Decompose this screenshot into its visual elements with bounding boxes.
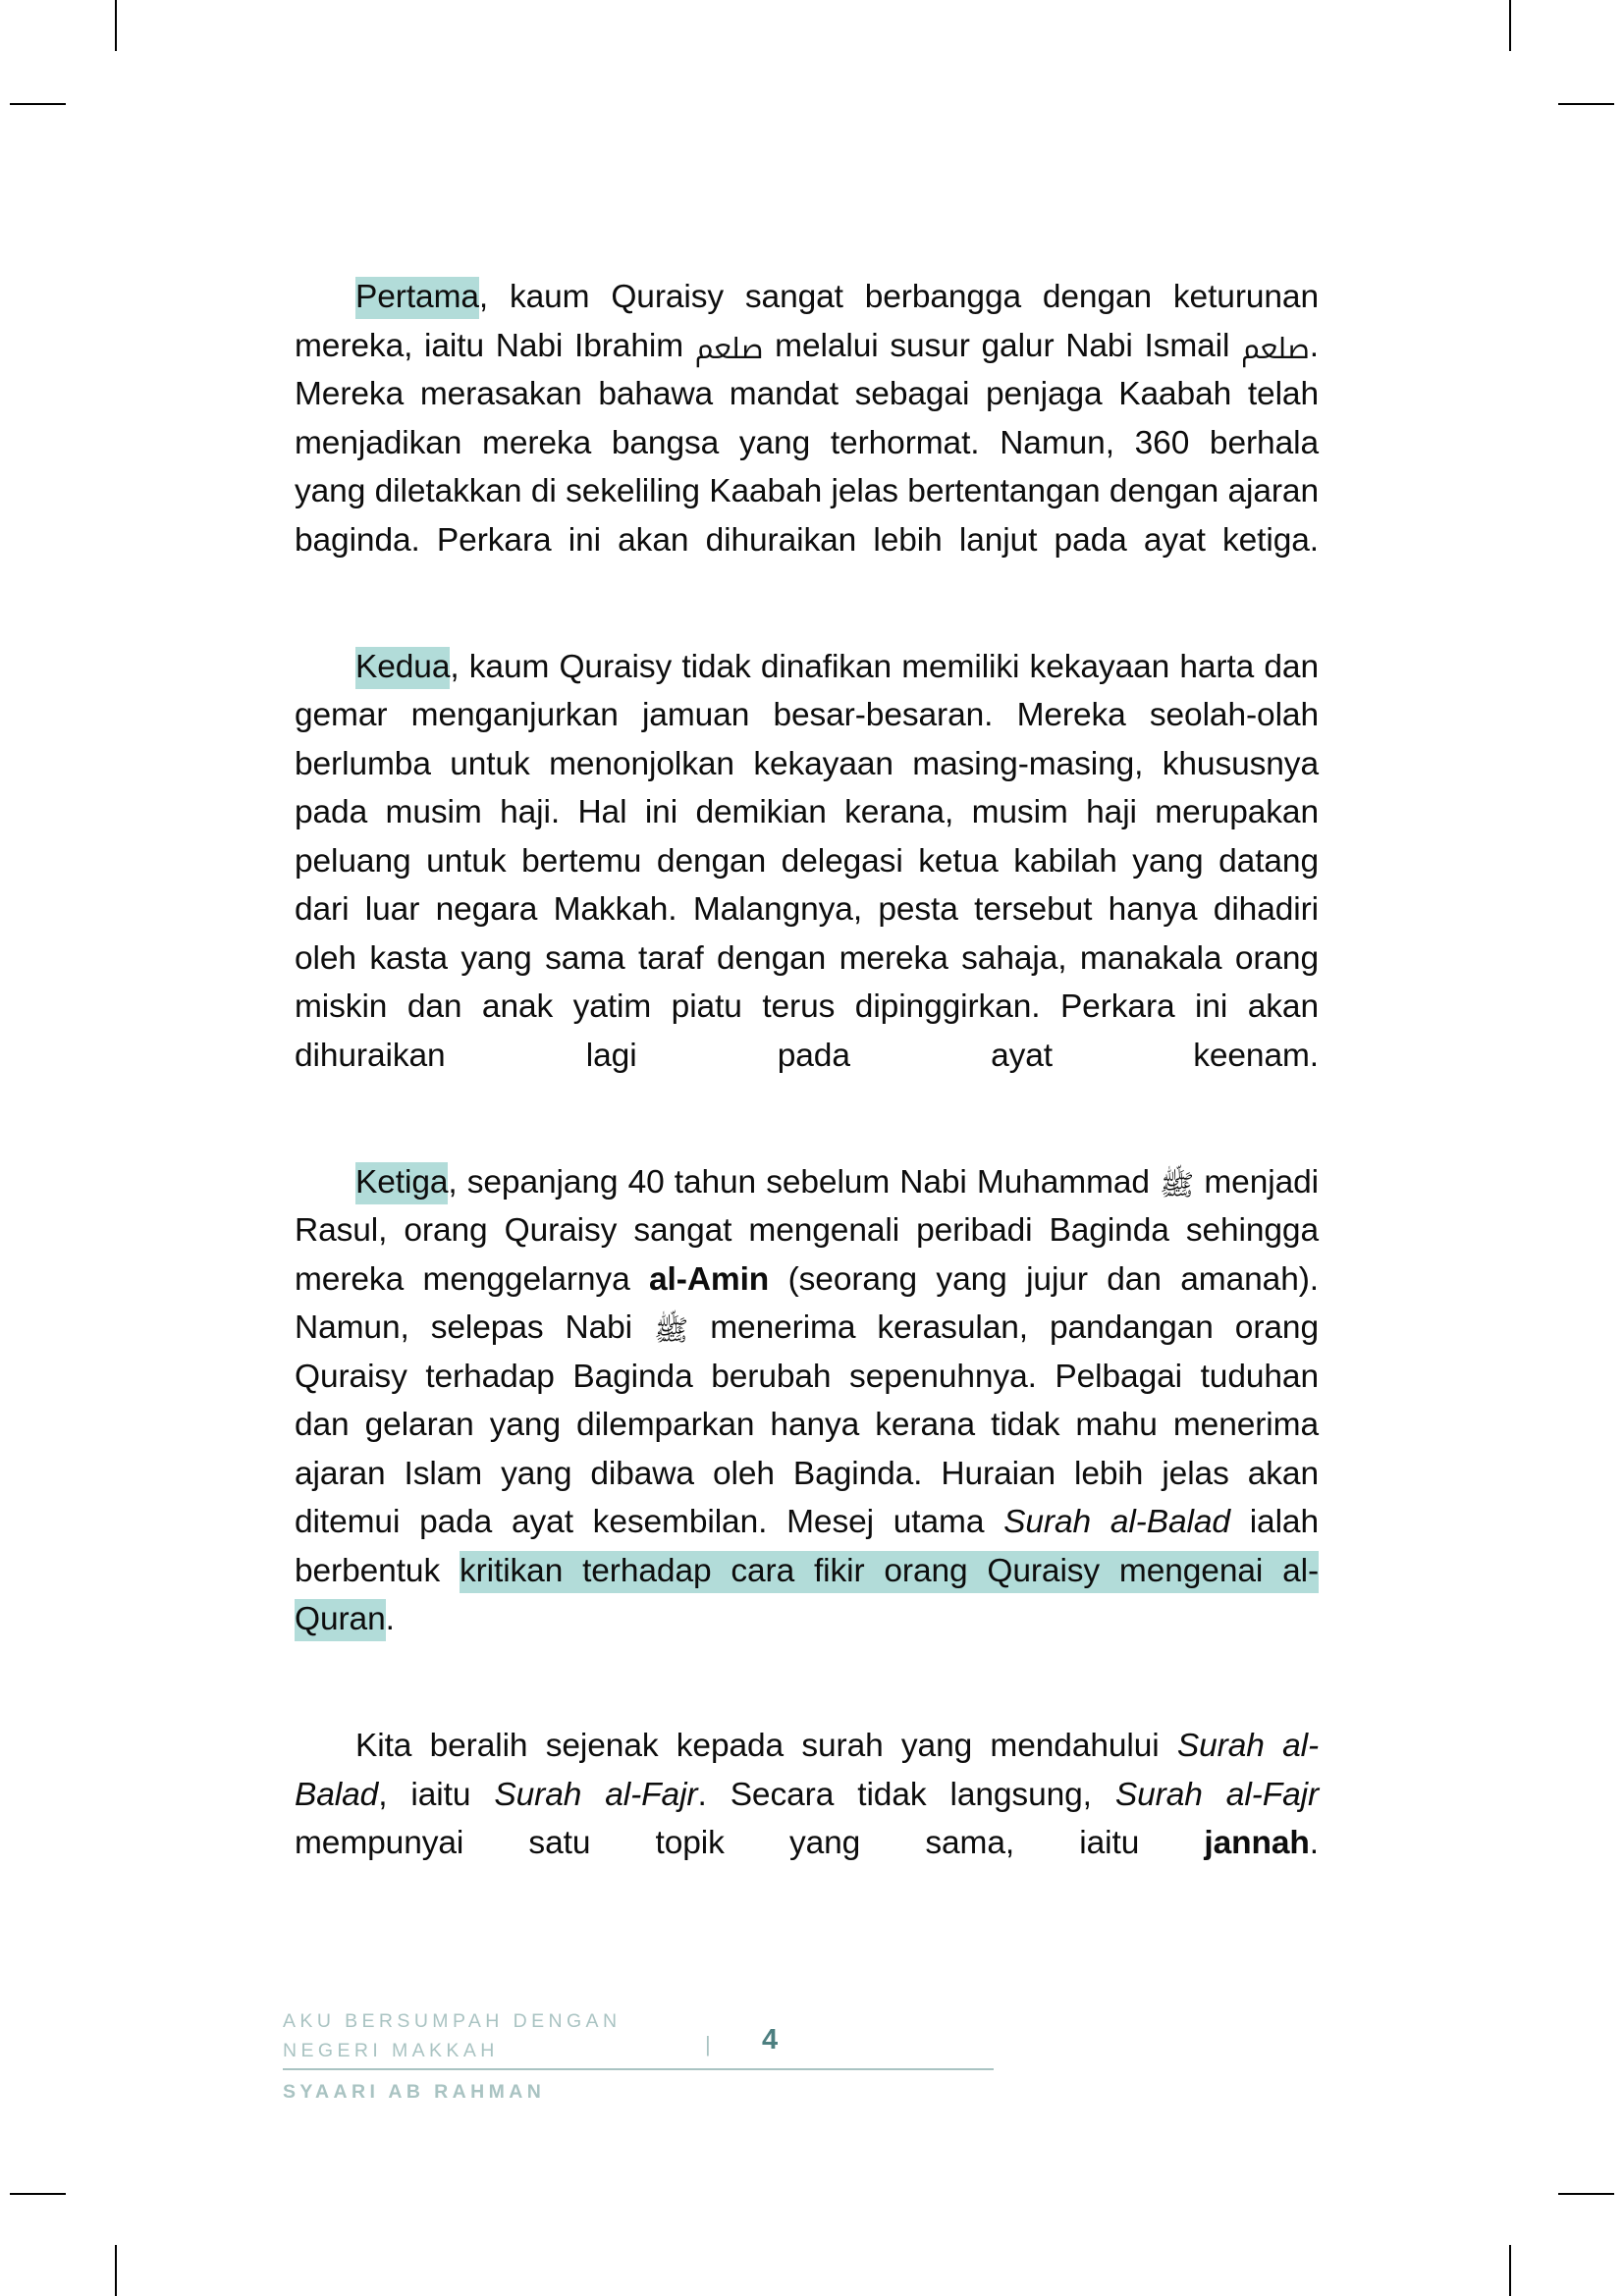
body-text: melalui susur galur Nabi Ismail bbox=[763, 327, 1242, 364]
alayhis-salam-icon: ﷵ bbox=[1241, 333, 1310, 365]
italic-text: Surah al-Balad bbox=[295, 1728, 1319, 1813]
footer-book-title: AKU BERSUMPAH DENGAN NEGERI MAKKAH bbox=[283, 2010, 622, 2061]
highlighted-text: Ketiga bbox=[355, 1162, 448, 1204]
paragraph-ketiga bbox=[295, 1158, 1319, 1693]
body-text: . Mereka merasakan bahawa mandat sebagai penjaga Kaabah telah menjadikan mereka bangsa yang terhormat. Namun, 360 berhala yang diletakkan di sekeliling Kaabah jelas bertentangan dengan ajaran baginda. Perkara ini akan dihuraikan lebih lanjut pada ayat ketiga. bbox=[295, 327, 1319, 559]
page-footer bbox=[283, 2006, 994, 2103]
footer-top-row bbox=[283, 2006, 994, 2067]
body-text: . Secara tidak langsung, bbox=[697, 1776, 1115, 1813]
body-text-column bbox=[295, 273, 1319, 1916]
body-text: ialah berbentuk bbox=[295, 1504, 1319, 1589]
body-text: Kita beralih sejenak kepada surah yang mendahului bbox=[355, 1728, 1177, 1764]
footer-author-name: SYAARI AB RAHMAN bbox=[283, 2081, 546, 2103]
crop-mark-bottom-right-horizontal bbox=[1558, 2193, 1614, 2195]
body-text: , kaum Quraisy sangat berbangga dengan keturunan mereka, iaitu Nabi Ibrahim bbox=[295, 279, 1319, 364]
body-text: . bbox=[1309, 1825, 1319, 1861]
body-text: , iaitu bbox=[378, 1776, 495, 1813]
sallallahu-alayhi-wasallam-icon: ﷺ bbox=[654, 1315, 689, 1347]
crop-mark-bottom-right-vertical bbox=[1509, 2245, 1511, 2296]
bold-text: al-Amin bbox=[649, 1260, 770, 1298]
crop-mark-top-left-horizontal bbox=[10, 103, 66, 105]
body-text: menerima kerasulan, pandangan orang Quraisy terhadap Baginda berubah sepenuhnya. Pelbagai tuduhan dan gelaran yang dilemparkan hanya kerana tidak mahu menerima ajaran Islam yang dibawa oleh Baginda. Huraian lebih jelas akan ditemui pada ayat kesembilan. Mesej utama bbox=[295, 1309, 1319, 1540]
sallallahu-alayhi-wasallam-icon: ﷺ bbox=[1160, 1169, 1195, 1201]
italic-text: Surah al-Fajr bbox=[494, 1776, 698, 1813]
paragraph-penutup bbox=[295, 1722, 1319, 1916]
bold-text: jannah bbox=[1204, 1825, 1310, 1861]
body-text: menjadi Rasul, orang Quraisy sangat mengenali peribadi Baginda sehingga mereka menggelarnya bbox=[295, 1163, 1319, 1298]
italic-text: Surah al-Balad bbox=[1003, 1504, 1230, 1540]
crop-mark-bottom-left-horizontal bbox=[10, 2193, 66, 2195]
body-text: , kaum Quraisy tidak dinafikan memiliki kekayaan harta dan gemar menganjurkan jamuan besar-besaran. Mereka seolah-olah berlumba untuk menonjolkan kekayaan masing-masing, khususnya pada musim haji. Hal ini demikian kerana, musim haji merupakan peluang untuk bertemu dengan delegasi ketua kabilah yang datang dari luar negara Makkah. Malangnya, pesta tersebut hanya dihadiri oleh kasta yang sama taraf dengan mereka sahaja, manakala orang miskin dan anak yatim piatu terus dipinggirkan. Perkara ini akan dihuraikan lagi pada ayat keenam. bbox=[295, 648, 1319, 1074]
footer-separator: | bbox=[705, 2032, 711, 2056]
footer-divider bbox=[283, 2068, 994, 2070]
page-number: 4 bbox=[762, 2024, 779, 2056]
body-text: (seorang yang jujur dan amanah). Namun, selepas Nabi bbox=[295, 1260, 1319, 1346]
crop-mark-top-left-vertical bbox=[115, 0, 117, 51]
crop-mark-top-right-vertical bbox=[1509, 0, 1511, 51]
alayhis-salam-icon: ﷵ bbox=[694, 333, 764, 365]
body-text: , sepanjang 40 tahun sebelum Nabi Muhammad bbox=[448, 1163, 1161, 1201]
body-text: . bbox=[385, 1601, 395, 1637]
paragraph-kedua bbox=[295, 643, 1319, 1129]
highlighted-text: Kedua bbox=[355, 647, 450, 689]
crop-mark-bottom-left-vertical bbox=[115, 2245, 117, 2296]
highlighted-text: kritikan terhadap cara fikir orang Quraisy mengenai al-Quran bbox=[295, 1551, 1319, 1642]
body-text: mempunyai satu topik yang sama, iaitu bbox=[295, 1825, 1205, 1861]
paragraph-pertama bbox=[295, 273, 1319, 614]
italic-text: Surah al-Fajr bbox=[1114, 1776, 1320, 1813]
crop-mark-top-right-horizontal bbox=[1558, 103, 1614, 105]
highlighted-text: Pertama bbox=[355, 277, 479, 319]
